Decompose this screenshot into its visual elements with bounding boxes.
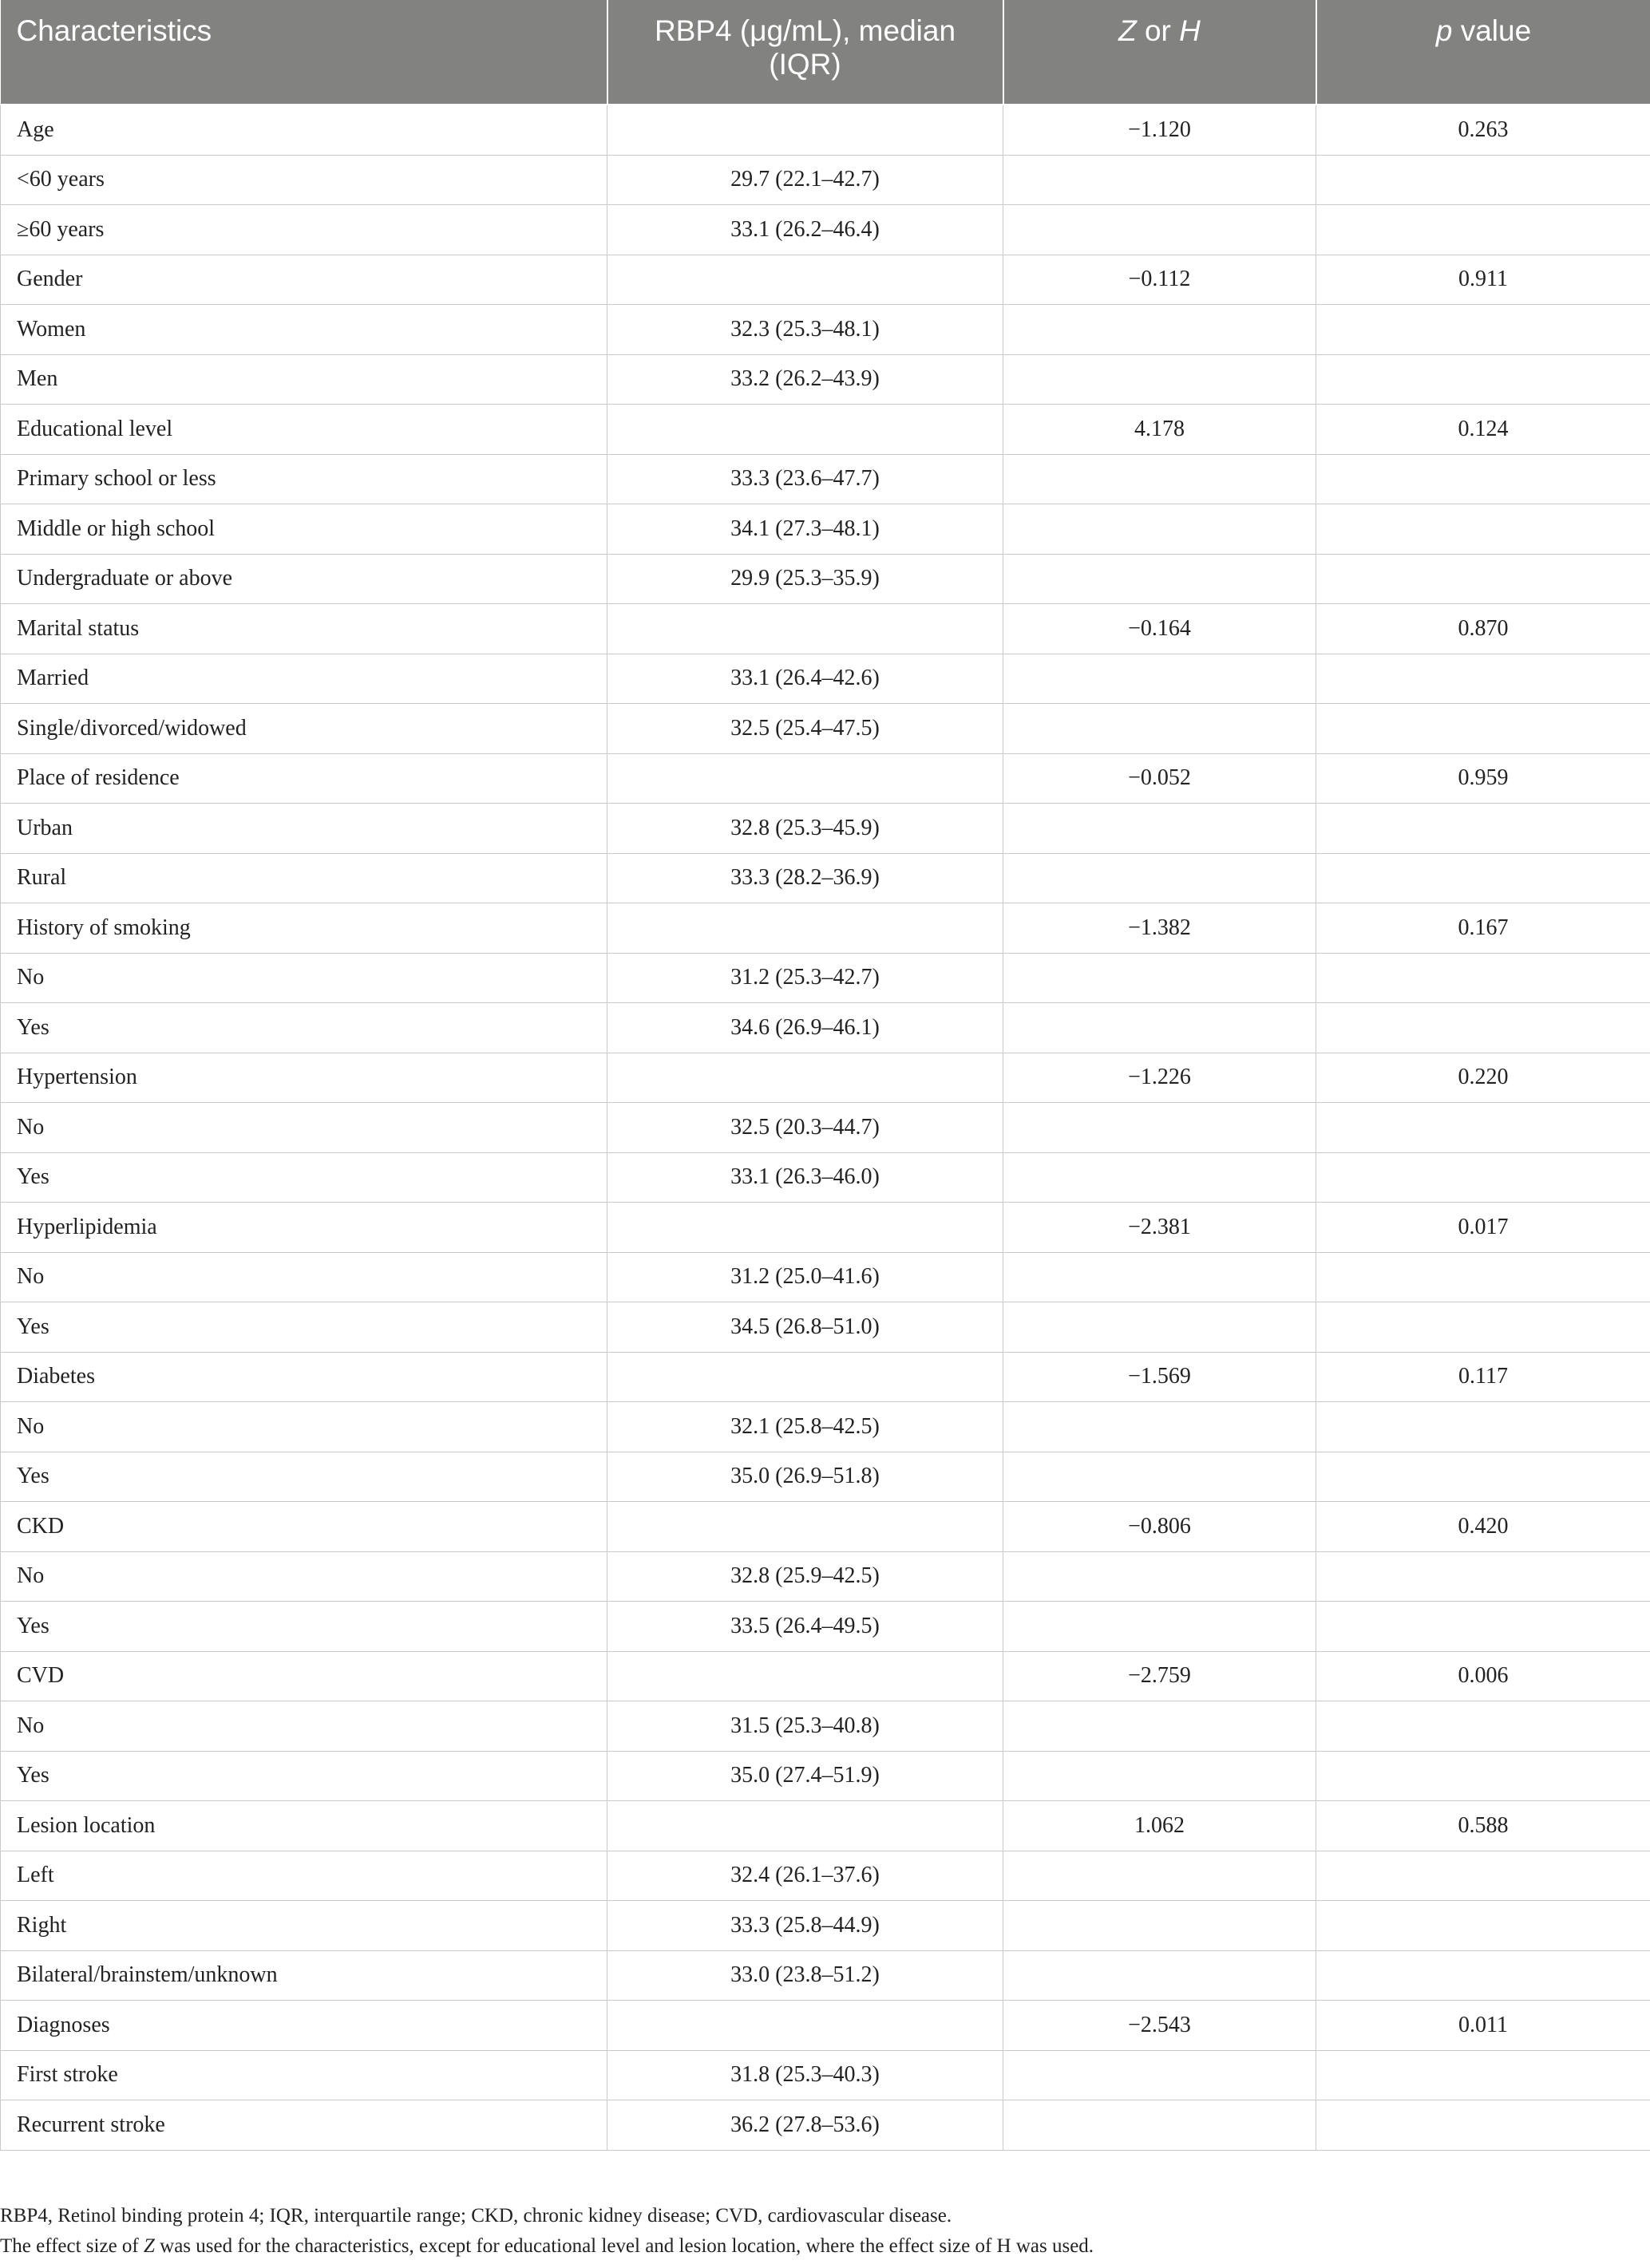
- cell-p-value: [1316, 654, 1650, 704]
- cell-characteristic: Yes: [1, 1152, 607, 1203]
- footnote-effect-size-b: was used for the characteristics, except for educational level and lesion location, where the effect size of H was used.: [154, 2235, 1094, 2257]
- cell-p-value: [1316, 1602, 1650, 1652]
- table-row: [1, 753, 1650, 804]
- cell-characteristic: Recurrent stroke: [1, 2100, 607, 2151]
- cell-z-or-h: [1003, 804, 1316, 854]
- cell-p-value: 0.911: [1316, 255, 1650, 305]
- cell-p-value: [1316, 1302, 1650, 1353]
- cell-p-value: 0.124: [1316, 405, 1650, 455]
- cell-z-or-h: [1003, 205, 1316, 255]
- cell-p-value: [1316, 804, 1650, 854]
- cell-p-value: [1316, 1252, 1650, 1302]
- cell-rbp4-median: 32.8 (25.3–45.9): [607, 804, 1003, 854]
- cell-z-or-h: [1003, 1551, 1316, 1602]
- cell-p-value: [1316, 354, 1650, 405]
- cell-z-or-h: [1003, 1252, 1316, 1302]
- cell-characteristic: CKD: [1, 1502, 607, 1552]
- cell-p-value: [1316, 853, 1650, 903]
- cell-p-value: [1316, 155, 1650, 205]
- cell-p-value: [1316, 1402, 1650, 1452]
- table-header: [1, 0, 1650, 105]
- cell-p-value: [1316, 504, 1650, 555]
- header-h-letter: H: [1179, 14, 1201, 47]
- cell-z-or-h: [1003, 1452, 1316, 1502]
- cell-p-value: 0.263: [1316, 105, 1650, 155]
- cell-rbp4-median: 29.9 (25.3–35.9): [607, 554, 1003, 604]
- cell-characteristic: No: [1, 1402, 607, 1452]
- cell-z-or-h: [1003, 1103, 1316, 1153]
- header-rbp4-median: RBP4 (μg/mL), median (IQR): [607, 0, 1003, 105]
- cell-p-value: [1316, 2050, 1650, 2100]
- table-row: [1, 1901, 1650, 1951]
- cell-p-value: [1316, 1851, 1650, 1901]
- cell-p-value: [1316, 1751, 1650, 1801]
- cell-z-or-h: [1003, 1950, 1316, 2001]
- cell-rbp4-median: 35.0 (26.9–51.8): [607, 1452, 1003, 1502]
- cell-p-value: [1316, 1152, 1650, 1203]
- header-z-letter: Z: [1118, 14, 1137, 47]
- cell-z-or-h: −1.382: [1003, 903, 1316, 954]
- footnote-abbreviations: RBP4, Retinol binding protein 4; IQR, interquartile range; CKD, chronic kidney disease; CVD, cardiovascular disease.: [0, 2205, 952, 2227]
- table-footnotes: [0, 2201, 1650, 2262]
- header-characteristics: Characteristics: [1, 0, 607, 105]
- table-row: [1, 205, 1650, 255]
- cell-characteristic: Yes: [1, 1452, 607, 1502]
- cell-characteristic: No: [1, 1551, 607, 1602]
- cell-z-or-h: [1003, 504, 1316, 555]
- cell-p-value: [1316, 704, 1650, 754]
- cell-characteristic: Undergraduate or above: [1, 554, 607, 604]
- header-p-value: [1316, 0, 1650, 105]
- cell-z-or-h: [1003, 853, 1316, 903]
- table-row: [1, 2100, 1650, 2151]
- table-row: [1, 2050, 1650, 2100]
- cell-p-value: [1316, 554, 1650, 604]
- cell-p-value: [1316, 454, 1650, 504]
- table-row: [1, 1551, 1650, 1602]
- cell-z-or-h: −2.759: [1003, 1651, 1316, 1701]
- cell-z-or-h: [1003, 2050, 1316, 2100]
- cell-p-value: [1316, 305, 1650, 355]
- cell-rbp4-median: [607, 903, 1003, 954]
- cell-z-or-h: [1003, 2100, 1316, 2151]
- cell-p-value: [1316, 1551, 1650, 1602]
- cell-characteristic: Urban: [1, 804, 607, 854]
- cell-characteristic: Bilateral/brainstem/unknown: [1, 1950, 607, 2001]
- cell-rbp4-median: 32.1 (25.8–42.5): [607, 1402, 1003, 1452]
- table-row: [1, 155, 1650, 205]
- cell-characteristic: Right: [1, 1901, 607, 1951]
- table-row: [1, 1851, 1650, 1901]
- table-row: [1, 1751, 1650, 1801]
- cell-rbp4-median: 32.3 (25.3–48.1): [607, 305, 1003, 355]
- cell-characteristic: History of smoking: [1, 903, 607, 954]
- cell-z-or-h: −0.112: [1003, 255, 1316, 305]
- header-row: [1, 0, 1650, 105]
- table-row: [1, 604, 1650, 654]
- table-row: [1, 804, 1650, 854]
- cell-p-value: 0.017: [1316, 1203, 1650, 1253]
- cell-z-or-h: −0.052: [1003, 753, 1316, 804]
- table-row: [1, 1950, 1650, 2001]
- cell-rbp4-median: 34.6 (26.9–46.1): [607, 1003, 1003, 1053]
- cell-p-value: [1316, 2100, 1650, 2151]
- footnote-effect-size: [0, 2231, 1650, 2262]
- cell-rbp4-median: 34.1 (27.3–48.1): [607, 504, 1003, 555]
- cell-p-value: 0.006: [1316, 1651, 1650, 1701]
- table-row: [1, 2001, 1650, 2051]
- cell-rbp4-median: 31.2 (25.0–41.6): [607, 1252, 1003, 1302]
- cell-z-or-h: −1.120: [1003, 105, 1316, 155]
- cell-z-or-h: [1003, 1851, 1316, 1901]
- cell-characteristic: No: [1, 1103, 607, 1153]
- cell-characteristic: Men: [1, 354, 607, 405]
- cell-rbp4-median: 33.3 (28.2–36.9): [607, 853, 1003, 903]
- cell-z-or-h: [1003, 1402, 1316, 1452]
- cell-rbp4-median: 32.5 (20.3–44.7): [607, 1103, 1003, 1153]
- footnote-effect-size-a: The effect size of: [0, 2235, 144, 2257]
- cell-characteristic: Left: [1, 1851, 607, 1901]
- cell-z-or-h: 1.062: [1003, 1801, 1316, 1851]
- cell-p-value: 0.220: [1316, 1053, 1650, 1103]
- cell-z-or-h: [1003, 1003, 1316, 1053]
- cell-rbp4-median: 32.4 (26.1–37.6): [607, 1851, 1003, 1901]
- cell-z-or-h: [1003, 1751, 1316, 1801]
- header-z-or-h: [1003, 0, 1316, 105]
- cell-rbp4-median: [607, 1053, 1003, 1103]
- cell-z-or-h: 4.178: [1003, 405, 1316, 455]
- cell-p-value: 0.011: [1316, 2001, 1650, 2051]
- cell-characteristic: Middle or high school: [1, 504, 607, 555]
- cell-z-or-h: −2.543: [1003, 2001, 1316, 2051]
- header-p-letter: p: [1435, 14, 1453, 47]
- cell-rbp4-median: [607, 1203, 1003, 1253]
- table-row: [1, 853, 1650, 903]
- cell-z-or-h: −1.569: [1003, 1352, 1316, 1402]
- table-row: [1, 704, 1650, 754]
- table-row: [1, 1302, 1650, 1353]
- table-row: [1, 903, 1650, 954]
- table-row: [1, 1003, 1650, 1053]
- cell-rbp4-median: 32.8 (25.9–42.5): [607, 1551, 1003, 1602]
- table-row: [1, 1651, 1650, 1701]
- cell-p-value: [1316, 1701, 1650, 1752]
- table-row: [1, 1502, 1650, 1552]
- table-row: [1, 1402, 1650, 1452]
- cell-z-or-h: [1003, 554, 1316, 604]
- cell-rbp4-median: 33.3 (25.8–44.9): [607, 1901, 1003, 1951]
- cell-z-or-h: [1003, 953, 1316, 1003]
- table-row: [1, 105, 1650, 155]
- cell-rbp4-median: [607, 1651, 1003, 1701]
- table-row: [1, 1252, 1650, 1302]
- cell-characteristic: Marital status: [1, 604, 607, 654]
- cell-characteristic: Single/divorced/widowed: [1, 704, 607, 754]
- table-row: [1, 354, 1650, 405]
- cell-rbp4-median: [607, 255, 1003, 305]
- cell-characteristic: Primary school or less: [1, 454, 607, 504]
- cell-p-value: 0.420: [1316, 1502, 1650, 1552]
- cell-z-or-h: [1003, 354, 1316, 405]
- header-or-text: or: [1136, 14, 1180, 47]
- cell-z-or-h: [1003, 454, 1316, 504]
- cell-p-value: 0.870: [1316, 604, 1650, 654]
- table-row: [1, 255, 1650, 305]
- cell-characteristic: Married: [1, 654, 607, 704]
- cell-rbp4-median: 34.5 (26.8–51.0): [607, 1302, 1003, 1353]
- cell-p-value: [1316, 1950, 1650, 2001]
- cell-p-value: 0.117: [1316, 1352, 1650, 1402]
- cell-rbp4-median: 33.3 (23.6–47.7): [607, 454, 1003, 504]
- cell-z-or-h: −1.226: [1003, 1053, 1316, 1103]
- cell-characteristic: ≥60 years: [1, 205, 607, 255]
- cell-rbp4-median: 31.2 (25.3–42.7): [607, 953, 1003, 1003]
- cell-p-value: 0.588: [1316, 1801, 1650, 1851]
- cell-z-or-h: [1003, 654, 1316, 704]
- table-row: [1, 1602, 1650, 1652]
- table-row: [1, 1053, 1650, 1103]
- table-row: [1, 1452, 1650, 1502]
- cell-characteristic: Age: [1, 105, 607, 155]
- table-row: [1, 654, 1650, 704]
- cell-characteristic: Yes: [1, 1003, 607, 1053]
- cell-p-value: 0.959: [1316, 753, 1650, 804]
- cell-rbp4-median: [607, 2001, 1003, 2051]
- cell-rbp4-median: 33.5 (26.4–49.5): [607, 1602, 1003, 1652]
- cell-z-or-h: [1003, 1152, 1316, 1203]
- table-row: [1, 1203, 1650, 1253]
- cell-characteristic: No: [1, 1252, 607, 1302]
- cell-p-value: [1316, 1003, 1650, 1053]
- cell-characteristic: Hypertension: [1, 1053, 607, 1103]
- cell-characteristic: CVD: [1, 1651, 607, 1701]
- cell-characteristic: No: [1, 953, 607, 1003]
- cell-z-or-h: −2.381: [1003, 1203, 1316, 1253]
- cell-z-or-h: [1003, 1302, 1316, 1353]
- cell-p-value: [1316, 1901, 1650, 1951]
- cell-z-or-h: [1003, 1701, 1316, 1752]
- cell-characteristic: Hyperlipidemia: [1, 1203, 607, 1253]
- cell-rbp4-median: 33.1 (26.2–46.4): [607, 205, 1003, 255]
- table-row: [1, 504, 1650, 555]
- cell-characteristic: Diagnoses: [1, 2001, 607, 2051]
- cell-rbp4-median: 33.1 (26.4–42.6): [607, 654, 1003, 704]
- cell-rbp4-median: [607, 1801, 1003, 1851]
- table-row: [1, 1352, 1650, 1402]
- table-row: [1, 1701, 1650, 1752]
- cell-rbp4-median: 35.0 (27.4–51.9): [607, 1751, 1003, 1801]
- header-value-text: value: [1452, 14, 1532, 47]
- cell-rbp4-median: [607, 604, 1003, 654]
- table-body: [1, 105, 1650, 2150]
- cell-rbp4-median: 29.7 (22.1–42.7): [607, 155, 1003, 205]
- cell-rbp4-median: [607, 1502, 1003, 1552]
- table-row: [1, 1152, 1650, 1203]
- table-row: [1, 454, 1650, 504]
- cell-characteristic: Women: [1, 305, 607, 355]
- footnote-effect-size-z: Z: [144, 2235, 155, 2257]
- cell-rbp4-median: [607, 753, 1003, 804]
- cell-rbp4-median: [607, 405, 1003, 455]
- table-row: [1, 953, 1650, 1003]
- cell-p-value: [1316, 1103, 1650, 1153]
- cell-z-or-h: [1003, 704, 1316, 754]
- cell-z-or-h: [1003, 1602, 1316, 1652]
- cell-rbp4-median: 33.1 (26.3–46.0): [607, 1152, 1003, 1203]
- cell-characteristic: No: [1, 1701, 607, 1752]
- cell-characteristic: Yes: [1, 1302, 607, 1353]
- cell-characteristic: Rural: [1, 853, 607, 903]
- cell-rbp4-median: 36.2 (27.8–53.6): [607, 2100, 1003, 2151]
- cell-rbp4-median: 33.2 (26.2–43.9): [607, 354, 1003, 405]
- cell-p-value: 0.167: [1316, 903, 1650, 954]
- table-row: [1, 1103, 1650, 1153]
- cell-z-or-h: −0.164: [1003, 604, 1316, 654]
- cell-rbp4-median: 31.5 (25.3–40.8): [607, 1701, 1003, 1752]
- cell-characteristic: Diabetes: [1, 1352, 607, 1402]
- cell-z-or-h: [1003, 305, 1316, 355]
- cell-z-or-h: [1003, 1901, 1316, 1951]
- cell-p-value: [1316, 205, 1650, 255]
- cell-p-value: [1316, 1452, 1650, 1502]
- table-row: [1, 405, 1650, 455]
- cell-characteristic: First stroke: [1, 2050, 607, 2100]
- cell-characteristic: Place of residence: [1, 753, 607, 804]
- table-row: [1, 1801, 1650, 1851]
- cell-characteristic: Yes: [1, 1602, 607, 1652]
- cell-rbp4-median: 32.5 (25.4–47.5): [607, 704, 1003, 754]
- cell-characteristic: Lesion location: [1, 1801, 607, 1851]
- cell-characteristic: Gender: [1, 255, 607, 305]
- cell-rbp4-median: 31.8 (25.3–40.3): [607, 2050, 1003, 2100]
- cell-characteristic: Educational level: [1, 405, 607, 455]
- table-row: [1, 554, 1650, 604]
- cell-rbp4-median: 33.0 (23.8–51.2): [607, 1950, 1003, 2001]
- cell-z-or-h: −0.806: [1003, 1502, 1316, 1552]
- cell-rbp4-median: [607, 105, 1003, 155]
- table-row: [1, 305, 1650, 355]
- cell-rbp4-median: [607, 1352, 1003, 1402]
- cell-p-value: [1316, 953, 1650, 1003]
- cell-characteristic: <60 years: [1, 155, 607, 205]
- cell-z-or-h: [1003, 155, 1316, 205]
- cell-characteristic: Yes: [1, 1751, 607, 1801]
